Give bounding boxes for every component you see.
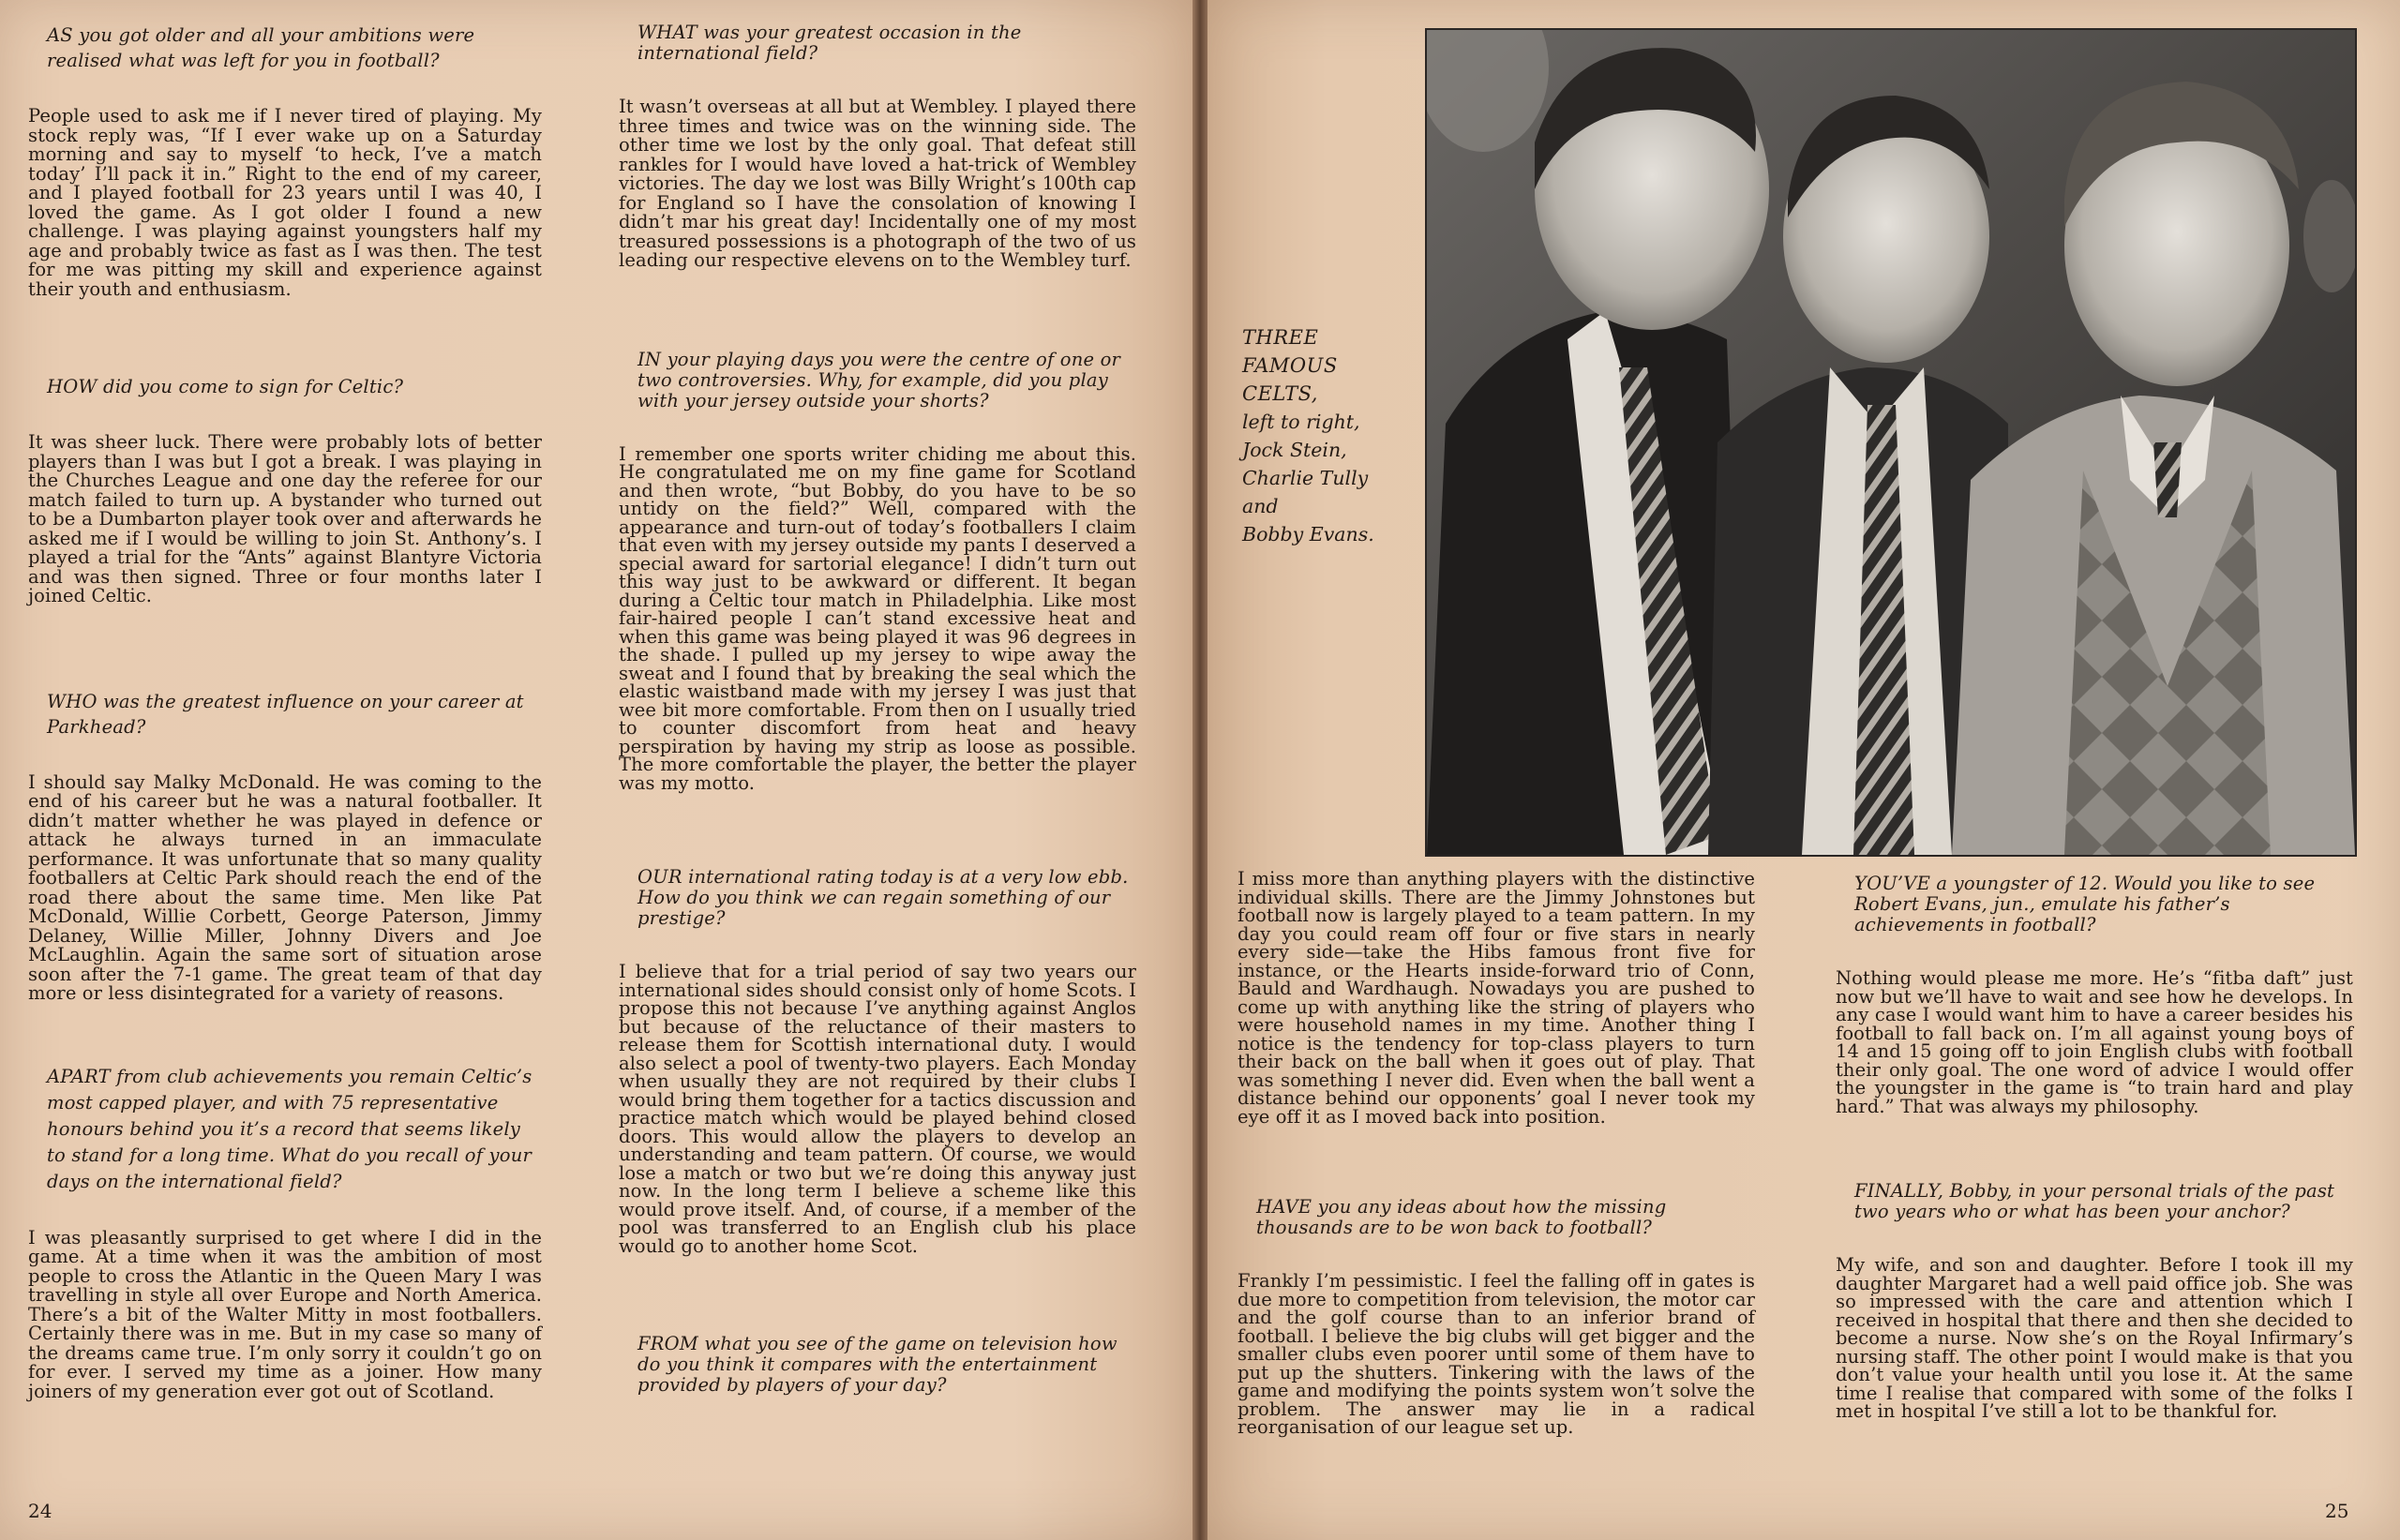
question: WHO was the greatest influence on your career at Parkhead? [47, 690, 524, 738]
answer: I miss more than anything players with the distinctive individual skills. There are the Jimmy Johnstones but football now is largely played to a team pattern. In my day you could ream off four or five stars in nearly every side—take the Hibs famous front five for instance, or the Hearts inside-forward trio of Conn, Bauld and Wardhaugh. Nowadays you are pushed to come up with anything like the string of players who were household names in my time. Another thing I notice is the tendency for top-class players to turn their back on the ball when it goes out of play. That was something I never did. Even when the ball went a distance behind our opponents’ goal I never took my eye off it as I moved back into position. [1238, 868, 1755, 1128]
answer: My wife, and son and daughter. Before I took ill my daughter Margaret had a well paid office job. She was so impressed with the care and attention which I received in hospital that there and then she decided to become a nurse. Now she’s on the Royal Infirmary’s nursing staff. The other point I would make is that you don’t value your health until you lose it. At the same time I realise that compared with some of the folks I met in hospital I’ve still a lot to be thankful for. [1836, 1254, 2353, 1422]
caption-line: Bobby Evans. [1242, 523, 1374, 546]
question: FINALLY, Bobby, in your personal trials of the past two years who or what has been your anchor? [1854, 1180, 2335, 1222]
answer: I remember one sports writer chiding me about this. He congratulated me on my fine game for Scotland and then wrote, “but Bobby, do you have to be so untidy on the field?” Well, compared with the appearance and turn-out of today’s footballers I claim that even with my jersey outside my pants I deserved a special award for sartorial elegance! I didn’t turn out this way just to be awkward or different. It began during a Celtic tour match in Philadelphia. Like most fair-haired people I can’t stand excessive heat and when this game was being played it was 96 degrees in the shade. I pulled up my jersey to wipe away the sweat and I found that by breaking the seal which the elastic waistband made with my jersey I was just that wee bit more comfortable. From then on I usually tried to counter discomfort from heat and heavy perspiration by having my strip as loose as possible. The more comfortable the player, the better the player was my motto. [619, 442, 1136, 794]
answer: Frankly I’m pessimistic. I feel the falling off in gates is due more to competition from television, the motor car and the golf course than to an inferior brand of football. I believe the big clubs will get bigger and the smaller clubs even poorer until some of them have to put up the shutters. Tinkering with the laws of the game and modifying the points system won’t solve the problem. The answer may lie in a radical reorganisation of our league set up. [1238, 1270, 1755, 1438]
page-number: 25 [2325, 1500, 2349, 1522]
answer: It was sheer luck. There were probably lots of better players than I was but I got a break. I was playing in the Churches League and one day the referee for our match failed to turn up. A bystander who turned out to be a Dumbarton player took over and afterwards he asked me if I would be willing to join St. Anthony’s. I played a trial for the “Ants” against Blantyre Victoria and was then signed. Three or four months later I joined Celtic. [28, 431, 542, 606]
question: APART from club achievements you remain Celtic’s most capped player, and with 75 representative honours behind you it’s a record that seems likely to stand for a long time. What do you recall of your days on the international field? [47, 1065, 532, 1192]
right-column-2 [1836, 874, 2353, 1503]
question: HOW did you come to sign for Celtic? [47, 376, 404, 397]
answer: It wasn’t overseas at all but at Wembley. I played there three times and twice was on the winning side. The other time we lost by the only goal. That defeat still rankles for I would have loved a hat-trick of Wembley victories. The day we lost was Billy Wright’s 100th cap for England so I have the consolation of knowing I didn’t mar his great day! Incidentally one of my most treasured possessions is a photograph of the two of us leading our respective elevens on to the Wembley turf. [619, 96, 1136, 271]
caption-line: Charlie Tully [1242, 467, 1369, 489]
left-page [0, 0, 1192, 1540]
question: YOU’VE a youngster of 12. Would you like to see Robert Evans, jun., emulate his father’s achievements in football? [1854, 873, 2316, 935]
answer: Nothing would please me more. He’s “fitba daft” just now but we’ll have to wait and see how he develops. In any case I would want him to have a career besides his football to fall back on. I’m all against young boys of 14 and 15 going off to join English clubs with football their only goal. The one word of advice I would offer the youngster in the game is “to train hard and play hard.” That was always my philosophy. [1836, 967, 2353, 1117]
spine-gutter [1192, 0, 1208, 1540]
left-column-2 [619, 22, 1136, 1429]
question: FROM what you see of the game on television how do you think it compares with the entertainment provided by players of your day? [638, 1333, 1118, 1396]
question: OUR international rating today is at a very low ebb. How do you think we can regain something of our prestige? [638, 866, 1129, 929]
question: HAVE you any ideas about how the missing thousands are to be won back to football? [1256, 1196, 1667, 1238]
question: AS you got older and all your ambitions were realised what was left for you in football? [47, 24, 475, 71]
answer: I should say Malky McDonald. He was coming to the end of his career but he was a natural footballer. It didn’t matter whether he was played in defence or attack he always turned in an immaculate performance. It was unfortunate that so many quality footballers at Celtic Park should reach the end of the road there about the same time. Men like Pat McDonald, Willie Corbett, George Paterson, Jimmy Delaney, Willie Miller, Johnny Divers and Joe McLaughlin. Again the same sort of situation arose soon after the 7-1 game. The great team of that day more or less disintegrated for a variety of reasons. [28, 770, 542, 1004]
photograph-three-men [1425, 28, 2357, 857]
answer: I believe that for a trial period of say two years our international sides should consist only of home Scots. I propose this not because I’ve anything against Anglos but because of the reluctance of their masters to release them for Scottish international duty. I would also select a pool of twenty-two players. Each Monday when usually they are not required by their clubs I would bring them together for a tactics discussion and practice match which would be played behind closed doors. This would allow the players to develop an understanding and team pattern. Of course, we would lose a match or two but we’re doing this anyway just now. In the long term I believe a scheme like this would prove itself. And, of course, if a member of the pool was transferred to an English club his place would go to another home Scot. [619, 961, 1136, 1257]
page-number: 24 [28, 1500, 52, 1522]
caption-line: left to right, [1242, 411, 1360, 433]
question: IN your playing days you were the centre of one or two controversies. Why, for example, did you play with your jersey outside your shorts? [638, 348, 1121, 411]
caption-line: and [1242, 495, 1279, 517]
right-column-1 [1238, 870, 1755, 1519]
answer: People used to ask me if I never tired of playing. My stock reply was, “If I ever wake up on a Saturday morning and say to myself ‘to heck, I’ve a match today’ I’ll pack it in.” Right to the end of my career, and I played football for 23 years until I was 40, I loved the game. As I got older I found a new challenge. I was playing against youngsters half my age and probably twice as fast as I was then. The test for me was pitting my skill and experience against their youth and enthusiasm. [28, 105, 542, 300]
caption-title: THREE FAMOUS CELTS, [1242, 326, 1338, 405]
left-column-1 [28, 22, 542, 1484]
answer: I was pleasantly surprised to get where I did in the game. At a time when it was the ambition of most people to cross the Atlantic in the Queen Mary I was travelling in style all over Europe and North America. There’s a bit of the Walter Mitty in most footballers. Certainly there was in me. But in my case so many of the dreams came true. I’m only sorry it couldn’t go on for ever. I served my time as a joiner. How many joiners of my generation ever got out of Scotland. [28, 1226, 542, 1402]
photo-caption [1242, 323, 1411, 548]
photo-illustration [1427, 30, 2355, 855]
question: WHAT was your greatest occasion in the international field? [638, 22, 1022, 64]
caption-line: Jock Stein, [1242, 439, 1347, 461]
